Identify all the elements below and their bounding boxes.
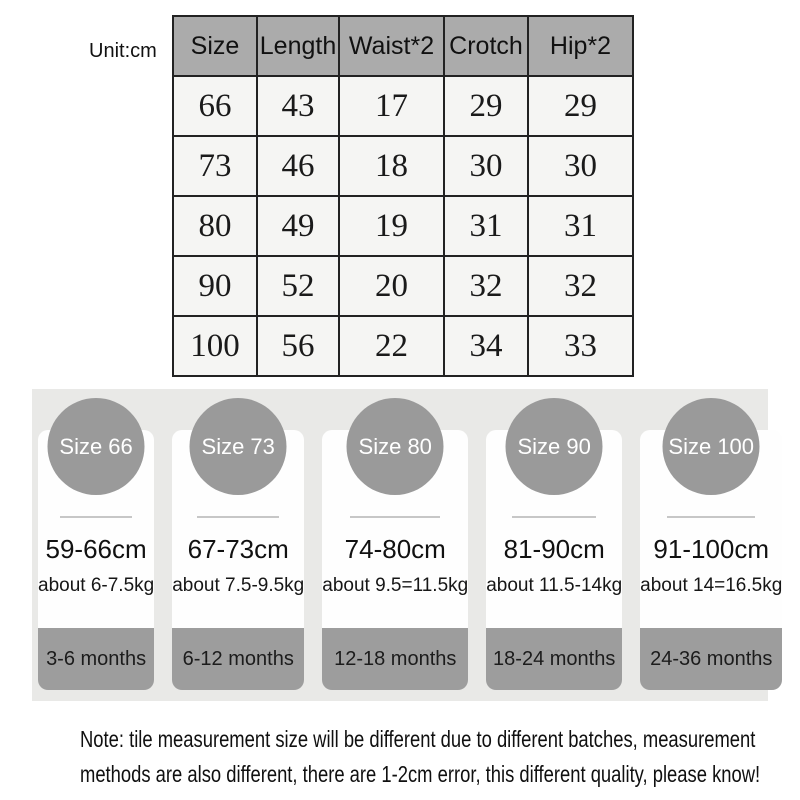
size-circle (190, 398, 287, 495)
age-range-bar: 24-36 months (640, 628, 782, 690)
table-cell: 66 (173, 76, 257, 136)
table-header-cell: Crotch (444, 16, 528, 76)
size-card-100 (640, 389, 782, 701)
table-cell: 56 (257, 316, 339, 376)
weight-range: about 14=16.5kg (640, 575, 783, 596)
table-header-cell: Size (173, 16, 257, 76)
table-header-row (173, 16, 633, 76)
table-header-cell: Length (257, 16, 339, 76)
unit-label: Unit:cm (89, 40, 157, 62)
table-cell: 34 (444, 316, 528, 376)
height-range: 74-80cm (344, 534, 446, 564)
table-cell: 31 (528, 196, 633, 256)
age-range-bar: 3-6 months (38, 628, 154, 690)
table-cell: 33 (528, 316, 633, 376)
age-range-bar: 12-18 months (322, 628, 468, 690)
note-text (80, 722, 761, 792)
table-cell: 29 (528, 76, 633, 136)
table-cell: 30 (528, 136, 633, 196)
note-line-2: methods are also different, there are 1-2cm error, this different quality, please know! (80, 761, 761, 787)
table-cell: 43 (257, 76, 339, 136)
height-range: 91-100cm (653, 534, 770, 564)
table-cell: 73 (173, 136, 257, 196)
table-row (173, 256, 633, 316)
table-cell: 32 (444, 256, 528, 316)
card-divider (60, 516, 132, 518)
table-cell: 22 (339, 316, 444, 376)
table-cell: 18 (339, 136, 444, 196)
card-divider (512, 516, 596, 518)
size-circle-label: Size 90 (517, 433, 591, 459)
height-range: 59-66cm (45, 534, 147, 564)
card-divider (350, 516, 441, 518)
size-card-90 (486, 389, 622, 701)
size-circle-label: Size 100 (668, 433, 755, 459)
table-cell: 19 (339, 196, 444, 256)
height-range: 67-73cm (187, 534, 289, 564)
size-info-band (32, 389, 783, 701)
size-circle-label: Size 66 (59, 433, 133, 459)
size-card-73 (172, 389, 304, 701)
size-circle (347, 398, 444, 495)
size-circle (663, 398, 760, 495)
size-card-66 (38, 389, 154, 701)
size-circle (506, 398, 603, 495)
table-header-cell: Hip*2 (528, 16, 633, 76)
weight-range: about 6-7.5kg (38, 575, 155, 596)
table-cell: 52 (257, 256, 339, 316)
table-cell: 49 (257, 196, 339, 256)
table-header-cell: Waist*2 (339, 16, 444, 76)
size-circle-label: Size 73 (201, 433, 275, 459)
table-cell: 100 (173, 316, 257, 376)
table-cell: 46 (257, 136, 339, 196)
age-range-bar: 6-12 months (172, 628, 304, 690)
size-circle (48, 398, 145, 495)
table-cell: 30 (444, 136, 528, 196)
table-cell: 17 (339, 76, 444, 136)
card-divider (197, 516, 279, 518)
table-cell: 80 (173, 196, 257, 256)
table-cell: 20 (339, 256, 444, 316)
card-divider (667, 516, 755, 518)
table-row (173, 316, 633, 376)
table-cell: 90 (173, 256, 257, 316)
table-row (173, 76, 633, 136)
table-cell: 31 (444, 196, 528, 256)
size-table (172, 15, 634, 377)
weight-range: about 9.5=11.5kg (322, 575, 469, 596)
size-circle-label: Size 80 (358, 433, 432, 459)
table-cell: 29 (444, 76, 528, 136)
table-row (173, 196, 633, 256)
weight-range: about 7.5-9.5kg (172, 575, 305, 596)
weight-range: about 11.5-14kg (486, 575, 623, 596)
table-row (173, 136, 633, 196)
size-card-80 (322, 389, 468, 701)
height-range: 81-90cm (503, 534, 605, 564)
age-range-bar: 18-24 months (486, 628, 622, 690)
table-cell: 32 (528, 256, 633, 316)
note-line-1: Note: tile measurement size will be different due to different batches, measurement (80, 726, 756, 752)
